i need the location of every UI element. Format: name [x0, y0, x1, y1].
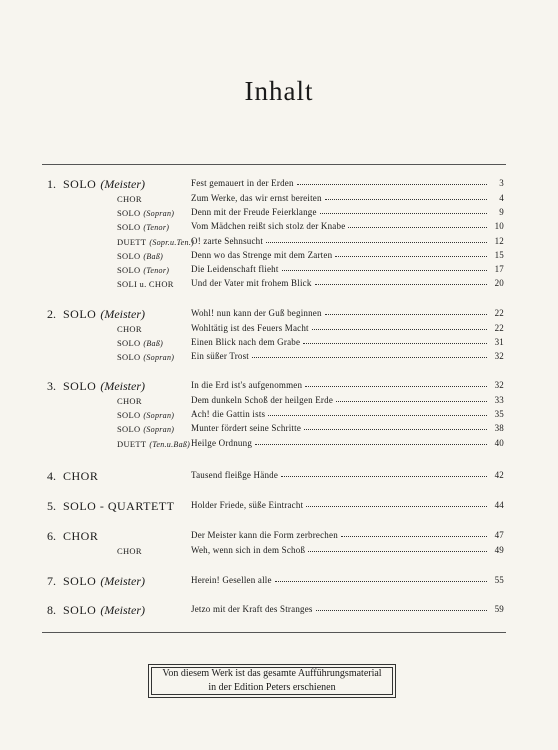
entry-title: Ein süßer Trost [191, 351, 250, 362]
subentry-type: CHOR [117, 324, 142, 334]
page-number: 20 [494, 278, 504, 289]
entry-text-line [191, 278, 504, 288]
page-number: 9 [499, 207, 504, 218]
toc-section [0, 308, 558, 322]
entry-text-line [191, 380, 504, 390]
toc-subentry [0, 351, 558, 365]
entry-title: Dem dunkeln Schoß der heilgen Erde [191, 395, 334, 405]
entry-title: In die Erd ist's aufgenommen [191, 380, 303, 390]
dot-leader [305, 385, 487, 387]
dot-leader [315, 283, 487, 285]
entry-text-line [191, 575, 504, 585]
entry-text-line [191, 337, 504, 347]
notice-line-1: Von diesem Werk ist das gesamte Aufführungsmaterial [162, 668, 382, 679]
entry-title: Denn wo das Strenge mit dem Zarten [191, 249, 333, 260]
subentry-voice: (Sopr.u.Ten.) [149, 237, 195, 247]
entry-title: Munter fördert seine Schritte [191, 423, 302, 434]
toc-subentry [0, 264, 558, 278]
dot-leader [312, 328, 487, 330]
dot-leader [306, 505, 487, 507]
dot-leader [255, 443, 487, 445]
entry-title: Ach! die Gattin ists [191, 409, 266, 420]
page-number: 4 [499, 193, 504, 203]
toc-subentry [0, 193, 558, 207]
page-number: 17 [494, 264, 504, 274]
dot-leader [320, 212, 487, 214]
section-type: SOLO [63, 307, 97, 321]
subentry-label [117, 439, 190, 449]
dot-leader [275, 580, 487, 582]
toc-section [0, 380, 558, 394]
section-type: SOLO [63, 574, 97, 588]
toc-subentry [0, 250, 558, 264]
section-type: CHOR [63, 469, 99, 483]
subentry-type: SOLO [117, 222, 141, 233]
dot-leader [281, 475, 487, 477]
page-number: 10 [494, 221, 504, 232]
toc-section [0, 575, 558, 589]
subentry-type: CHOR [117, 396, 142, 406]
toc-section [0, 178, 558, 192]
entry-text-line [191, 264, 504, 274]
entry-text-line [191, 207, 504, 217]
subentry-label [117, 251, 163, 261]
section-voice: (Meister) [100, 177, 145, 191]
subentry-label [117, 208, 174, 218]
dot-leader [325, 313, 487, 315]
entry-title: Denn mit der Freude Feierklange [191, 207, 317, 218]
entry-text-line [191, 530, 504, 540]
page-number: 33 [494, 395, 504, 405]
entry-title: Und der Vater mit frohem Blick [191, 278, 312, 289]
subentry-voice: (Tenor) [143, 223, 170, 233]
notice-line-2: in der Edition Peters erschienen [208, 682, 336, 693]
subentry-label [117, 265, 169, 275]
subentry-type: SOLO [117, 208, 141, 219]
entry-title: Einen Blick nach dem Grabe [191, 337, 301, 348]
section-type: SOLO [63, 177, 97, 191]
section-type: CHOR [63, 529, 99, 543]
section-number: 1. [47, 177, 56, 191]
entry-title: Zum Werke, das wir ernst bereiten [191, 193, 322, 203]
toc-subentry [0, 278, 558, 292]
entry-text-line [191, 438, 504, 448]
toc-section [0, 470, 558, 484]
dot-leader [348, 226, 487, 228]
dot-leader [252, 356, 487, 358]
entry-title: Tausend fleißge Hände [191, 470, 279, 480]
subentry-voice: (Tenor) [143, 266, 170, 275]
publisher-notice [148, 664, 396, 698]
dot-leader [304, 428, 487, 430]
page-number: 31 [494, 337, 504, 348]
subentry-type: SOLO [117, 410, 141, 421]
entry-title: Jetzo mit der Kraft des Stranges [191, 604, 313, 614]
toc-subentry [0, 545, 558, 559]
dot-leader [266, 241, 487, 243]
section-number: 5. [47, 499, 56, 513]
page-number: 22 [494, 323, 504, 333]
page-number: 12 [494, 235, 504, 246]
entry-text-line [191, 308, 504, 318]
toc-section [0, 604, 558, 618]
subentry-voice: (Baß) [143, 251, 164, 261]
entry-text-line [191, 423, 504, 433]
entry-title: Wohl! nun kann der Guß beginnen [191, 308, 322, 318]
page-number: 42 [494, 470, 504, 480]
page-number: 38 [494, 423, 504, 434]
section-label [63, 469, 98, 484]
entry-title: Die Leidenschaft flieht [191, 264, 279, 274]
section-label [63, 574, 145, 589]
section-type: SOLO [63, 379, 97, 393]
dot-leader [268, 414, 487, 416]
section-number: 4. [47, 469, 56, 483]
toc-subentry [0, 438, 558, 452]
section-voice: (Meister) [100, 307, 145, 321]
section-label [63, 603, 145, 618]
toc-subentry [0, 323, 558, 337]
section-label [63, 307, 145, 322]
subentry-label [117, 410, 174, 420]
section-label [63, 529, 98, 544]
entry-text-line [191, 323, 504, 333]
toc-subentry [0, 221, 558, 235]
toc-section [0, 530, 558, 544]
subentry-label [117, 194, 142, 204]
entry-text-line [191, 409, 504, 419]
subentry-type: SOLO [117, 424, 141, 435]
toc-subentry [0, 207, 558, 221]
subentry-type: CHOR [117, 546, 142, 556]
entry-title: Wohltätig ist des Feuers Macht [191, 323, 309, 333]
subentry-label [117, 222, 169, 232]
subentry-voice: (Ten.u.Baß) [149, 439, 191, 449]
toc-subentry [0, 236, 558, 250]
subentry-type: SOLO [117, 265, 141, 275]
entry-text-line [191, 604, 504, 614]
section-label [63, 379, 145, 394]
section-number: 2. [47, 307, 56, 321]
toc-section [0, 500, 558, 514]
page-number: 35 [494, 409, 504, 420]
section-label [63, 499, 174, 514]
page-number: 32 [494, 351, 504, 362]
entry-text-line [191, 470, 504, 480]
subentry-voice: (Sopran) [143, 209, 175, 219]
section-voice: (Meister) [100, 574, 145, 588]
subentry-type: SOLI u. CHOR [117, 279, 174, 290]
section-type: SOLO - QUARTETT [63, 499, 175, 513]
entry-text-line [191, 395, 504, 405]
page-number: 59 [494, 604, 504, 614]
entry-text-line [191, 178, 504, 188]
section-label [63, 177, 145, 192]
toc-subentry [0, 337, 558, 351]
dot-leader [335, 255, 487, 257]
page-number: 32 [494, 380, 504, 390]
subentry-voice: (Baß) [143, 339, 164, 349]
entry-title: O! zarte Sehnsucht [191, 235, 264, 246]
entry-title: Herein! Gesellen alle [191, 575, 272, 585]
subentry-type: DUETT [117, 236, 147, 247]
subentry-label [117, 324, 142, 334]
entry-text-line [191, 250, 504, 260]
subentry-type: SOLO [117, 352, 141, 363]
dot-leader [336, 400, 487, 402]
subentry-type: CHOR [117, 194, 142, 204]
subentry-label [117, 237, 194, 247]
entry-title: Fest gemauert in der Erden [191, 178, 294, 188]
subentry-label [117, 279, 174, 289]
page-number: 49 [494, 545, 504, 555]
page-number: 22 [494, 308, 504, 318]
entry-text-line [191, 500, 504, 510]
section-number: 6. [47, 529, 56, 543]
subentry-type: SOLO [117, 338, 141, 349]
entry-title: Vom Mädchen reißt sich stolz der Knabe [191, 221, 346, 232]
toc-subentry [0, 409, 558, 423]
page-number: 47 [494, 530, 504, 540]
toc-subentry [0, 423, 558, 437]
page-number: 44 [494, 500, 504, 510]
subentry-label [117, 424, 174, 434]
section-number: 8. [47, 603, 56, 617]
dot-leader [341, 535, 487, 537]
dot-leader [282, 269, 487, 271]
page-number: 40 [494, 437, 504, 448]
page-number: 3 [499, 178, 504, 188]
subentry-label [117, 352, 174, 362]
entry-text-line [191, 351, 504, 361]
subentry-label [117, 338, 163, 348]
entry-text-line [191, 545, 504, 555]
section-voice: (Meister) [100, 379, 145, 393]
section-number: 3. [47, 379, 56, 393]
page-number: 55 [494, 575, 504, 585]
subentry-voice: (Sopran) [143, 353, 175, 363]
dot-leader [297, 183, 487, 185]
subentry-type: DUETT [117, 438, 147, 449]
page-title: Inhalt [244, 76, 314, 106]
entry-title: Heilge Ordnung [191, 437, 253, 448]
dot-leader [316, 609, 487, 611]
section-voice: (Meister) [100, 603, 145, 617]
section-type: SOLO [63, 603, 97, 617]
entry-title: Der Meister kann die Form zerbrechen [191, 530, 338, 540]
subentry-label [117, 396, 142, 406]
dot-leader [303, 342, 487, 344]
entry-text-line [191, 221, 504, 231]
section-number: 7. [47, 574, 56, 588]
entry-title: Holder Friede, süße Eintracht [191, 500, 304, 510]
subentry-voice: (Sopran) [143, 425, 175, 435]
toc-subentry [0, 395, 558, 409]
entry-title: Weh, wenn sich in dem Schoß [191, 545, 306, 555]
subentry-label [117, 546, 142, 556]
page-number: 15 [494, 249, 504, 260]
subentry-type: SOLO [117, 250, 141, 261]
dot-leader [308, 550, 487, 552]
entry-text-line [191, 236, 504, 246]
subentry-voice: (Sopran) [143, 411, 175, 421]
entry-text-line [191, 193, 504, 203]
dot-leader [325, 198, 487, 200]
